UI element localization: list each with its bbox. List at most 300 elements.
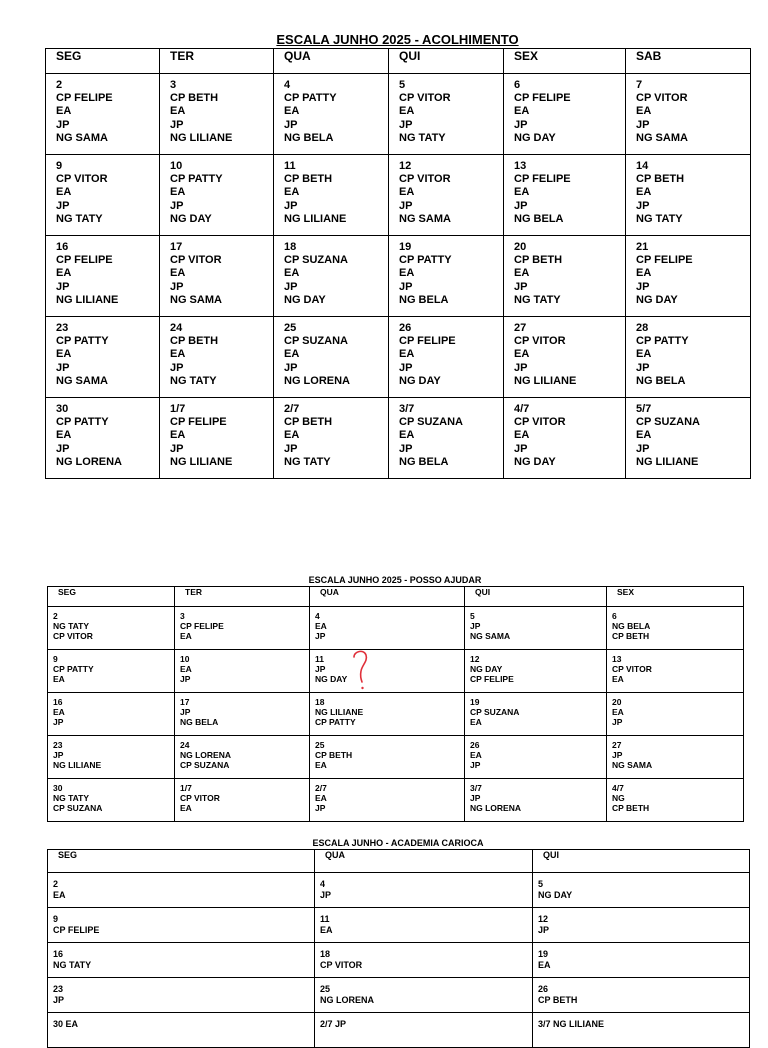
- assignment-line: JP: [612, 750, 623, 761]
- table-row: [48, 1013, 750, 1048]
- day-number: 25: [284, 322, 297, 334]
- day-cell: [504, 317, 626, 398]
- day-number: 3/7: [399, 403, 415, 415]
- assignment-line: JP: [170, 442, 184, 455]
- assignment-line: JP: [180, 674, 191, 685]
- column-header-ter: TER: [160, 49, 274, 74]
- assignment-line: CP SUZANA: [284, 335, 348, 348]
- column-header-sex: SEX: [607, 587, 744, 607]
- assignment-line: CP VITOR: [53, 631, 93, 642]
- day-cell: [504, 398, 626, 479]
- assignment-line: CP VITOR: [399, 173, 451, 186]
- assignment-line: CP FELIPE: [470, 674, 514, 685]
- posso-ajudar-section: [47, 573, 743, 822]
- assignment-line: JP: [53, 994, 65, 1005]
- day-number: 6: [514, 79, 521, 91]
- assignment-line: CP VITOR: [170, 254, 222, 267]
- assignment-line: NG TATY: [399, 131, 446, 144]
- assignment-line: NG BELA: [612, 621, 651, 632]
- day-number: 5: [538, 879, 544, 889]
- assignment-line: CP PATTY: [56, 416, 109, 429]
- assignment-line: JP: [636, 361, 650, 374]
- assignment-line: JP: [56, 361, 70, 374]
- day-number: 2: [53, 879, 59, 889]
- day-number: 11: [284, 160, 296, 172]
- table-row: [46, 398, 751, 479]
- column-header-qua: QUA: [310, 587, 465, 607]
- assignment-line: CP BETH: [170, 92, 219, 105]
- assignment-line: CP BETH: [514, 254, 563, 267]
- table-row: [48, 779, 744, 822]
- assignment-line: NG TATY: [284, 455, 331, 468]
- assignment-line: NG TATY: [53, 959, 92, 970]
- day-number: 1/7: [170, 403, 186, 415]
- table-row: [48, 693, 744, 736]
- assignment-line: NG LILIANE: [284, 212, 347, 225]
- day-cell: [607, 607, 744, 650]
- day-number: 28: [636, 322, 649, 334]
- day-cell: [315, 908, 533, 943]
- day-cell: [533, 1013, 750, 1048]
- day-cell: [310, 607, 465, 650]
- day-number: 4: [315, 611, 320, 621]
- table-row: [46, 317, 751, 398]
- assignment-line: NG LORENA: [180, 750, 231, 761]
- day-cell: [160, 155, 274, 236]
- assignment-line: JP: [399, 361, 413, 374]
- day-number: 18: [320, 949, 331, 959]
- day-number: 4: [284, 79, 291, 91]
- day-cell: [48, 873, 315, 908]
- column-header-seg: SEG: [48, 850, 315, 873]
- day-cell: [46, 317, 160, 398]
- assignment-line: NG DAY: [399, 374, 441, 387]
- assignment-line: JP: [636, 442, 650, 455]
- acolhimento-table: [45, 48, 751, 479]
- assignment-line: CP FELIPE: [636, 254, 693, 267]
- day-cell: [389, 236, 504, 317]
- day-number: 16: [56, 241, 69, 253]
- assignment-line: EA: [514, 429, 530, 442]
- assignment-line: EA: [514, 348, 530, 361]
- day-number: 6: [612, 611, 617, 621]
- assignment-line: CP BETH: [538, 994, 578, 1005]
- assignment-line: EA: [284, 105, 300, 118]
- day-number: 3: [180, 611, 185, 621]
- assignment-line: JP: [315, 664, 326, 675]
- day-number: 20: [514, 241, 527, 253]
- table-row: [48, 650, 744, 693]
- day-number: 9: [53, 654, 58, 664]
- column-header-qua: QUA: [315, 850, 533, 873]
- assignment-line: NG LILIANE: [514, 374, 577, 387]
- assignment-line: JP: [284, 280, 298, 293]
- assignment-line: JP: [284, 199, 298, 212]
- assignment-line: EA: [612, 707, 624, 718]
- assignment-line: JP: [636, 118, 650, 131]
- assignment-line: EA: [514, 267, 530, 280]
- assignment-line: CP PATTY: [56, 335, 109, 348]
- day-number: 16: [53, 697, 63, 707]
- assignment-line: EA: [56, 267, 72, 280]
- day-cell: [48, 978, 315, 1013]
- academia-title: ESCALA JUNHO - ACADEMIA CARIOCA: [312, 838, 484, 848]
- day-number: 19: [470, 697, 480, 707]
- assignment-line: NG SAMA: [56, 131, 108, 144]
- assignment-line: CP VITOR: [56, 173, 108, 186]
- column-header-qui: QUI: [533, 850, 750, 873]
- day-cell: [175, 779, 310, 822]
- assignment-line: EA: [399, 105, 415, 118]
- day-number: 23: [53, 984, 64, 994]
- day-number: 5: [399, 79, 406, 91]
- day-number: 21: [636, 241, 649, 253]
- day-number: 14: [636, 160, 649, 172]
- assignment-line: EA: [53, 707, 65, 718]
- assignment-line: CP BETH: [170, 335, 219, 348]
- assignment-line: NG DAY: [538, 889, 573, 900]
- assignment-line: CP FELIPE: [180, 621, 224, 632]
- assignment-line: NG DAY: [636, 293, 678, 306]
- day-number: 23: [53, 740, 63, 750]
- day-cell: [46, 155, 160, 236]
- day-cell: [626, 155, 751, 236]
- assignment-line: CP SUZANA: [53, 803, 103, 814]
- day-number: 9: [56, 160, 63, 172]
- assignment-line: JP: [315, 803, 326, 814]
- assignment-line: CP BETH: [612, 631, 650, 642]
- acolhimento-section: [45, 30, 750, 479]
- assignment-line: EA: [538, 959, 551, 970]
- assignment-line: EA: [180, 803, 192, 814]
- day-number: 16: [53, 949, 64, 959]
- assignment-line: CP BETH: [284, 173, 333, 186]
- day-cell: [175, 607, 310, 650]
- day-number: 17: [170, 241, 183, 253]
- assignment-line: JP: [56, 199, 70, 212]
- table-row: [46, 74, 751, 155]
- column-header-sex: SEX: [504, 49, 626, 74]
- assignment-line: NG BELA: [514, 212, 564, 225]
- day-number: 1/7: [180, 783, 192, 793]
- assignment-line: EA: [170, 186, 186, 199]
- day-cell: [48, 1013, 315, 1048]
- posso-ajudar-table: [47, 586, 744, 822]
- assignment-line: JP: [470, 760, 481, 771]
- assignment-line: NG BELA: [636, 374, 686, 387]
- assignment-line: JP: [170, 280, 184, 293]
- assignment-line: EA: [399, 267, 415, 280]
- day-cell: [274, 317, 389, 398]
- day-number: 25: [315, 740, 325, 750]
- question-mark-annotation-icon: [349, 648, 373, 692]
- assignment-line: EA: [514, 186, 530, 199]
- assignment-line: EA: [636, 429, 652, 442]
- assignment-line: CP BETH: [612, 803, 650, 814]
- assignment-line: NG LILIANE: [636, 455, 699, 468]
- assignment-line: NG DAY: [514, 455, 556, 468]
- assignment-line: EA: [170, 429, 186, 442]
- assignment-line: EA: [56, 348, 72, 361]
- assignment-line: JP: [180, 707, 191, 718]
- day-number: 11: [320, 914, 330, 924]
- column-header-seg: SEG: [48, 587, 175, 607]
- day-cell: [175, 650, 310, 693]
- day-cell: [160, 398, 274, 479]
- table-row: [48, 908, 750, 943]
- assignment-line: JP: [538, 924, 550, 935]
- assignment-line: JP: [399, 442, 413, 455]
- assignment-line: NG LILIANE: [53, 760, 102, 771]
- day-number: 27: [514, 322, 527, 334]
- day-cell: [389, 74, 504, 155]
- assignment-line: CP SUZANA: [284, 254, 348, 267]
- day-cell: [504, 74, 626, 155]
- day-cell: [465, 693, 607, 736]
- assignment-line: NG DAY: [284, 293, 326, 306]
- day-cell: [389, 398, 504, 479]
- day-number: 13: [514, 160, 527, 172]
- column-header-ter: TER: [175, 587, 310, 607]
- day-number: 30: [56, 403, 69, 415]
- day-cell: [48, 693, 175, 736]
- day-cell: [465, 779, 607, 822]
- day-number: 2/7: [284, 403, 300, 415]
- table-row: [48, 607, 744, 650]
- assignment-line: EA: [170, 348, 186, 361]
- day-cell: [607, 736, 744, 779]
- day-cell: [315, 873, 533, 908]
- day-cell: [465, 607, 607, 650]
- day-number: 18: [284, 241, 297, 253]
- assignment-line: JP: [514, 118, 528, 131]
- day-number: 3: [170, 79, 177, 91]
- day-cell: [274, 74, 389, 155]
- day-cell: [607, 779, 744, 822]
- day-number: 26: [538, 984, 549, 994]
- day-number: 2: [56, 79, 63, 91]
- assignment-line: EA: [320, 924, 333, 935]
- assignment-line: NG LORENA: [470, 803, 521, 814]
- assignment-line: EA: [636, 105, 652, 118]
- assignment-line: CP PATTY: [636, 335, 689, 348]
- assignment-line: EA: [170, 105, 186, 118]
- table-row: [48, 736, 744, 779]
- posso-ajudar-title: ESCALA JUNHO 2025 - POSSO AJUDAR: [308, 575, 482, 585]
- assignment-line: EA: [56, 105, 72, 118]
- day-number: 10: [180, 654, 190, 664]
- assignment-line: EA: [53, 889, 66, 900]
- day-cell: [607, 693, 744, 736]
- assignment-line: JP: [53, 750, 64, 761]
- assignment-line: CP SUZANA: [399, 416, 463, 429]
- day-cell: [160, 317, 274, 398]
- assignment-line: JP: [399, 280, 413, 293]
- assignment-line: NG LILIANE: [315, 707, 364, 718]
- column-header-qua: QUA: [274, 49, 389, 74]
- day-cell: [48, 908, 315, 943]
- posso-ajudar-header-row: [48, 587, 744, 607]
- assignment-line: EA: [612, 674, 624, 685]
- day-number: 3/7 NG LILIANE: [538, 1019, 605, 1029]
- day-number: 12: [538, 914, 549, 924]
- assignment-line: NG LORENA: [284, 374, 350, 387]
- assignment-line: NG LORENA: [320, 994, 374, 1005]
- assignment-line: JP: [399, 199, 413, 212]
- day-number: 3/7: [470, 783, 482, 793]
- assignment-line: JP: [514, 361, 528, 374]
- assignment-line: NG TATY: [53, 621, 90, 632]
- assignment-line: JP: [53, 717, 64, 728]
- assignment-line: CP SUZANA: [636, 416, 700, 429]
- day-number: 25: [320, 984, 331, 994]
- assignment-line: CP VITOR: [612, 664, 652, 675]
- day-cell: [533, 873, 750, 908]
- day-number: 2/7: [315, 783, 327, 793]
- assignment-line: CP VITOR: [180, 793, 220, 804]
- column-header-seg: SEG: [46, 49, 160, 74]
- assignment-line: NG SAMA: [470, 631, 511, 642]
- day-cell: [315, 1013, 533, 1048]
- day-number: 12: [470, 654, 480, 664]
- assignment-line: EA: [56, 429, 72, 442]
- assignment-line: EA: [284, 348, 300, 361]
- day-cell: [46, 236, 160, 317]
- assignment-line: CP VITOR: [514, 335, 566, 348]
- assignment-line: CP BETH: [315, 750, 353, 761]
- assignment-line: CP FELIPE: [399, 335, 456, 348]
- assignment-line: CP FELIPE: [56, 254, 113, 267]
- assignment-line: CP PATTY: [170, 173, 223, 186]
- day-number: 18: [315, 697, 325, 707]
- assignment-line: JP: [315, 631, 326, 642]
- day-number: 20: [612, 697, 622, 707]
- day-cell: [389, 155, 504, 236]
- day-number: 5: [470, 611, 475, 621]
- day-cell: [626, 398, 751, 479]
- assignment-line: NG BELA: [399, 455, 449, 468]
- assignment-line: NG TATY: [170, 374, 217, 387]
- assignment-line: EA: [636, 348, 652, 361]
- assignment-line: EA: [284, 267, 300, 280]
- assignment-line: CP VITOR: [514, 416, 566, 429]
- assignment-line: JP: [284, 118, 298, 131]
- day-number: 4/7: [612, 783, 624, 793]
- assignment-line: JP: [170, 361, 184, 374]
- assignment-line: JP: [284, 442, 298, 455]
- day-cell: [48, 650, 175, 693]
- assignment-line: EA: [315, 760, 327, 771]
- assignment-line: NG BELA: [284, 131, 334, 144]
- assignment-line: EA: [636, 186, 652, 199]
- day-number: 26: [470, 740, 480, 750]
- assignment-line: NG SAMA: [56, 374, 108, 387]
- academia-section: [47, 836, 749, 1048]
- assignment-line: JP: [284, 361, 298, 374]
- day-cell: [274, 236, 389, 317]
- assignment-line: NG LILIANE: [170, 131, 233, 144]
- assignment-line: EA: [470, 750, 482, 761]
- assignment-line: EA: [180, 631, 192, 642]
- acolhimento-header-row: [46, 49, 751, 74]
- day-cell: [274, 398, 389, 479]
- day-number: 24: [170, 322, 183, 334]
- assignment-line: EA: [56, 186, 72, 199]
- day-cell: [626, 236, 751, 317]
- day-number: 13: [612, 654, 622, 664]
- assignment-line: CP VITOR: [320, 959, 363, 970]
- assignment-line: NG DAY: [315, 674, 348, 685]
- day-cell: [46, 74, 160, 155]
- table-row: [48, 873, 750, 908]
- day-cell: [48, 779, 175, 822]
- assignment-line: JP: [320, 889, 332, 900]
- assignment-line: NG TATY: [514, 293, 561, 306]
- column-header-sab: SAB: [626, 49, 751, 74]
- day-number: 30 EA: [53, 1019, 79, 1029]
- assignment-line: NG DAY: [170, 212, 212, 225]
- day-number: 2/7 JP: [320, 1019, 347, 1029]
- assignment-line: CP SUZANA: [470, 707, 520, 718]
- day-cell: [607, 650, 744, 693]
- day-number: 9: [53, 914, 59, 924]
- day-number: 30: [53, 783, 63, 793]
- day-number: 26: [399, 322, 412, 334]
- assignment-line: NG TATY: [56, 212, 103, 225]
- assignment-line: NG TATY: [636, 212, 683, 225]
- day-number: 2: [53, 611, 58, 621]
- day-cell: [310, 779, 465, 822]
- day-cell: [315, 978, 533, 1013]
- day-cell: [48, 607, 175, 650]
- assignment-line: EA: [514, 105, 530, 118]
- assignment-line: CP PATTY: [284, 92, 337, 105]
- assignment-line: CP FELIPE: [170, 416, 227, 429]
- day-number: 12: [399, 160, 412, 172]
- day-cell: [315, 943, 533, 978]
- assignment-line: JP: [470, 793, 481, 804]
- assignment-line: JP: [514, 199, 528, 212]
- assignment-line: NG BELA: [399, 293, 449, 306]
- assignment-line: JP: [514, 442, 528, 455]
- assignment-line: NG DAY: [470, 664, 503, 675]
- assignment-line: JP: [56, 442, 70, 455]
- column-header-qui: QUI: [389, 49, 504, 74]
- assignment-line: CP FELIPE: [514, 173, 571, 186]
- day-cell: [465, 736, 607, 779]
- assignment-line: NG TATY: [53, 793, 90, 804]
- day-number: 7: [636, 79, 643, 91]
- assignment-line: CP SUZANA: [180, 760, 230, 771]
- day-cell: [626, 317, 751, 398]
- assignment-line: NG LILIANE: [170, 455, 233, 468]
- assignment-line: EA: [284, 429, 300, 442]
- day-cell: [504, 236, 626, 317]
- assignment-line: CP BETH: [284, 416, 333, 429]
- assignment-line: CP FELIPE: [56, 92, 113, 105]
- assignment-line: CP PATTY: [315, 717, 356, 728]
- day-cell: [533, 908, 750, 943]
- assignment-line: EA: [170, 267, 186, 280]
- assignment-line: EA: [399, 429, 415, 442]
- assignment-line: NG DAY: [514, 131, 556, 144]
- assignment-line: JP: [170, 199, 184, 212]
- assignment-line: CP FELIPE: [53, 924, 100, 935]
- table-row: [46, 236, 751, 317]
- assignment-line: CP BETH: [636, 173, 685, 186]
- table-row: [48, 943, 750, 978]
- assignment-line: EA: [399, 186, 415, 199]
